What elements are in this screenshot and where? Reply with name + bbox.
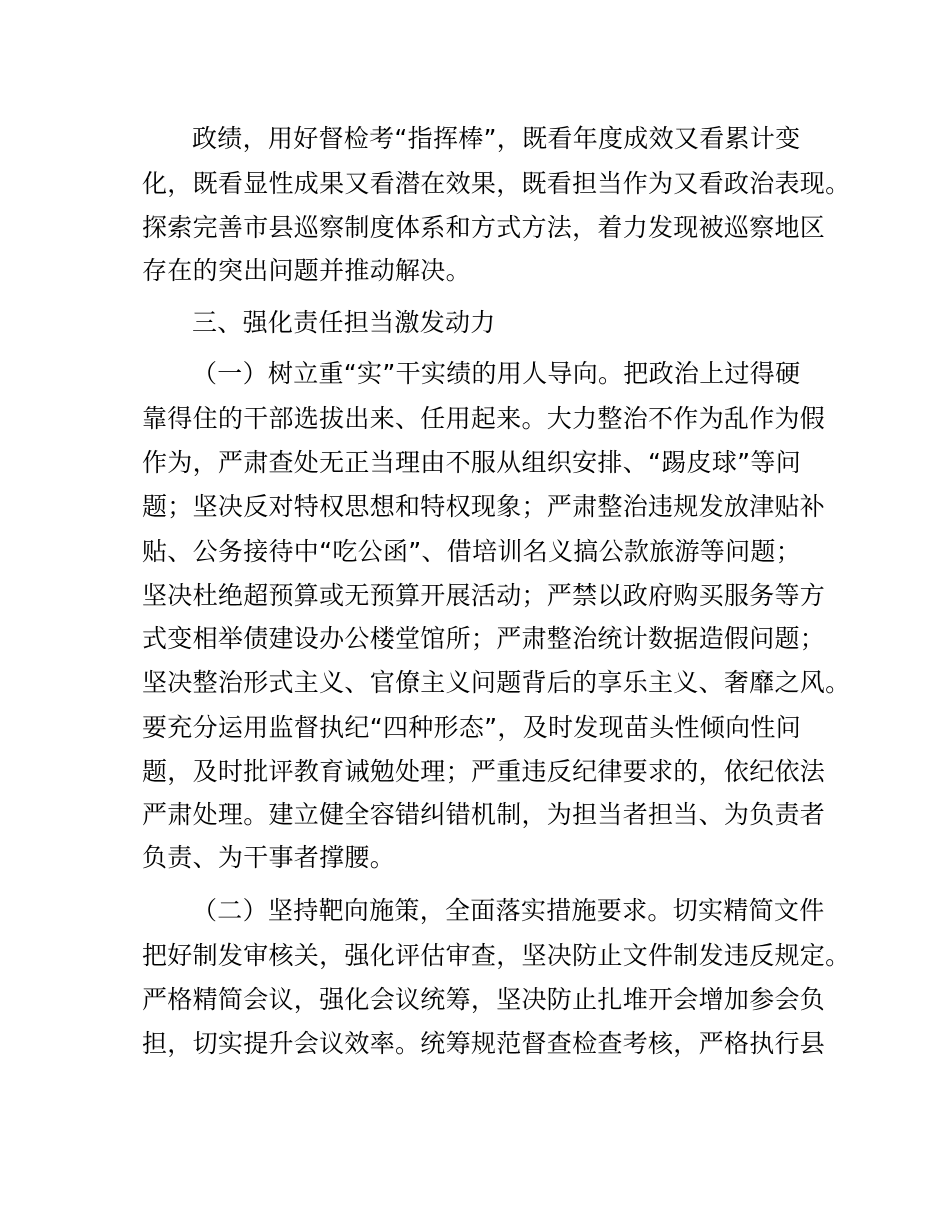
text-line: 题，及时批评教育诫勉处理；严重违反纪律要求的，依纪依法 <box>142 757 826 786</box>
text-line: 担，切实提升会议效率。统筹规范督查检查考核，严格执行县 <box>142 1029 826 1058</box>
text-line: 政绩，用好督检考“指挥棒”，既看年度成效又看累计变 <box>192 124 801 153</box>
text-line: （一）树立重“实”干实绩的用人导向。把政治上过得硬 <box>192 359 801 388</box>
text-line: 把好制发审核关，强化评估审查，坚决防止文件制发违反规定。 <box>142 941 851 970</box>
text-line: 探索完善市县巡察制度体系和方式方法，着力发现被巡察地区 <box>142 213 826 242</box>
text-line: 靠得住的干部选拔出来、任用起来。大力整治不作为乱作为假 <box>142 404 826 433</box>
text-line: （二）坚持靶向施策，全面落实措施要求。切实精简文件 <box>192 896 825 925</box>
section-heading: 三、强化责任担当激发动力 <box>192 308 496 337</box>
text-line: 严格精简会议，强化会议统筹，坚决防止扎堆开会增加参会负 <box>142 985 826 1014</box>
text-line: 题；坚决反对特权思想和特权现象；严肃整治违规发放津贴补 <box>142 492 826 521</box>
text-line: 坚决整治形式主义、官僚主义问题背后的享乐主义、奢靡之风。 <box>142 668 851 697</box>
text-line: 作为，严肃查处无正当理由不服从组织安排、“踢皮球”等问 <box>142 448 802 477</box>
text-line: 负责、为干事者撑腰。 <box>142 843 396 872</box>
text-line: 坚决杜绝超预算或无预算开展活动；严禁以政府购买服务等方 <box>142 581 826 610</box>
text-line: 贴、公务接待中“吃公函”、借培训名义搞公款旅游等问题； <box>142 537 802 566</box>
text-line: 式变相举债建设办公楼堂馆所；严肃整治统计数据造假问题； <box>142 624 826 653</box>
text-line: 化，既看显性成果又看潜在效果，既看担当作为又看政治表现。 <box>142 169 851 198</box>
text-line: 严肃处理。建立健全容错纠错机制，为担当者担当、为负责者 <box>142 800 826 829</box>
text-line: 要充分运用监督执纪“四种形态”，及时发现苗头性倾向性问 <box>142 713 802 742</box>
text-line: 存在的突出问题并推动解决。 <box>142 256 471 285</box>
